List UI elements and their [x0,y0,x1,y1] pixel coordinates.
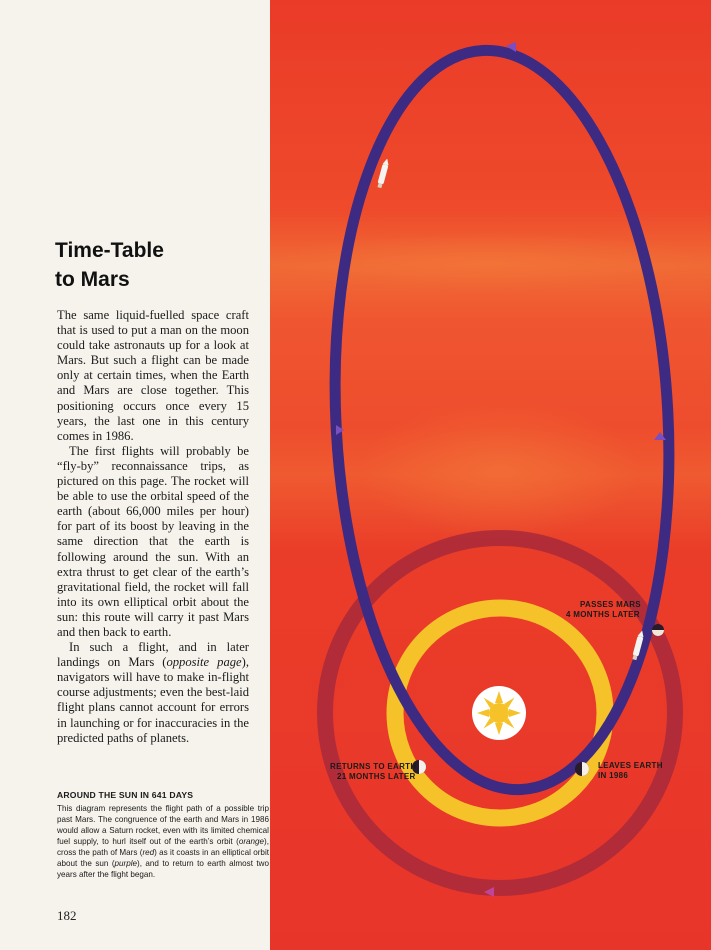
orbit-diagram [270,0,711,950]
caption-text-c: ) as it coasts in an elliptical orbit about the sun ( [57,848,269,868]
glow-band-middle [360,400,640,540]
label-leaves-1: LEAVES EARTH [598,761,663,770]
sun-icon [472,686,526,740]
caption-red: red [142,848,155,857]
rocket-icon-upper [377,158,391,189]
text-column [0,0,270,950]
paragraph-3 [57,640,249,746]
label-leaves-2: IN 1986 [598,771,629,780]
paragraph-1: The same liquid-fuelled space craft that is used to put a man on the moon could take astronauts up for a look at Mars. But such a flight can be made only at certain times, when the Earth and Mars are close together. This positioning occurs once every 15 years, the last one in this century comes in 1986. [57,308,249,443]
orbit-diagram-svg [270,0,711,950]
caption-purple: purple [114,859,138,868]
paragraph-3-part-b: ), navigators will have to make in-flight course adjustments; even the best-laid flight plans cannot account for errors in launching or for inaccuracies in the predicted paths of planets. [57,655,249,745]
label-passes-mars-1: PASSES MARS [580,600,641,609]
caption-text [57,803,269,880]
label-returns-1: RETURNS TO EARTH [330,762,417,771]
title-line-2: to Mars [55,268,130,291]
diagram-caption [57,790,269,880]
title-line-1: Time-Table [55,239,164,262]
caption-text-b: ), cross the path of Mars ( [57,837,269,857]
article-body [57,308,249,746]
mars-marker [652,624,664,636]
label-returns-2: 21 MONTHS LATER [337,772,416,781]
paragraph-3-emphasis: opposite page [166,655,242,670]
caption-heading: AROUND THE SUN IN 641 DAYS [57,790,194,800]
paragraph-2: The first flights will probably be “fly-by” reconnaissance trips, as pictured on this page. The rocket will be able to use the orbital speed of the earth (about 66,000 miles per hour) for part of its boost by leaving in the same direction that the earth is following around the sun. With an extra thrust to get clear of the earth’s gravitational field, the rocket will fall into its own elliptical orbit about the sun: this route will carry it past Mars and then back to earth. [57,443,249,639]
caption-text-a: This diagram represents the flight path of a possible trip past Mars. The congruence of the earth and Mars in 1986 would allow a Saturn rocket, even with its limited chemical fuel supply, to hurl itself out of the earth’s orbit ( [57,804,269,846]
page-number: 182 [57,908,77,923]
article-title [55,236,255,294]
paragraph-3-part-a: In such a flight, and in later landings on Mars ( [57,640,249,670]
caption-orange: orange [238,837,265,846]
earth-departure-marker [575,762,589,776]
label-passes-mars-2: 4 MONTHS LATER [566,610,640,619]
caption-text-d: ), and to return to earth almost two years after the flight began. [57,859,269,879]
